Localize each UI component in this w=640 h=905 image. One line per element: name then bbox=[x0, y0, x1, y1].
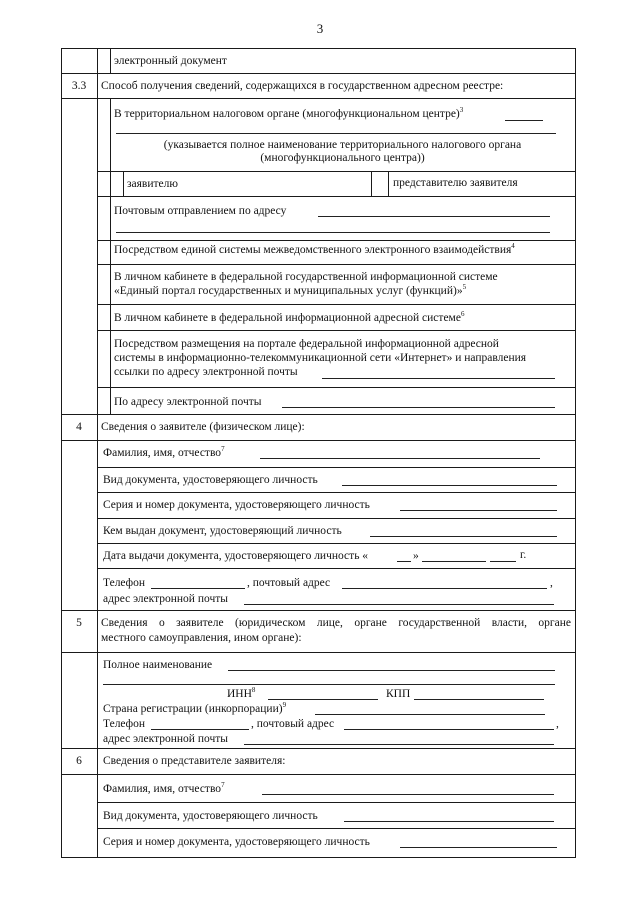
s5-phone-field[interactable] bbox=[151, 729, 249, 730]
s4-email-field[interactable] bbox=[244, 604, 554, 605]
s4-doc-number-field[interactable] bbox=[400, 510, 557, 511]
section-number-5: 5 bbox=[76, 617, 82, 629]
option-fias-portal-line1: Посредством размещения на портале федеральной информационной адресной bbox=[114, 338, 499, 350]
s4-post-address-field[interactable] bbox=[342, 588, 547, 589]
option-applicant: заявителю bbox=[127, 178, 178, 190]
tax-office-note-1: (указывается полное наименование территориального налогового органа bbox=[163, 139, 522, 151]
s6-fio-field[interactable] bbox=[262, 794, 554, 795]
s5-full-name-field-2[interactable] bbox=[103, 684, 555, 685]
s5-inn-field[interactable] bbox=[268, 699, 378, 700]
s4-issue-date-year-suffix: г. bbox=[520, 549, 527, 561]
s6-doc-number-label: Серия и номер документа, удостоверяющего личность bbox=[103, 836, 370, 848]
s5-comma: , bbox=[556, 718, 559, 730]
option-epgu-line1: В личном кабинете в федеральной государственной информационной системе bbox=[114, 271, 498, 283]
option-fias-cabinet: В личном кабинете в федеральной информационной адресной системе$^6$ bbox=[114, 310, 465, 324]
s5-email-label: адрес электронной почты bbox=[103, 733, 228, 745]
fias-email-field[interactable] bbox=[322, 378, 555, 379]
s4-issued-by-field[interactable] bbox=[370, 536, 557, 537]
s6-fio-label: Фамилия, имя, отчество$^7$ bbox=[103, 781, 225, 795]
s4-comma: , bbox=[550, 577, 553, 589]
s4-issue-year-field[interactable] bbox=[490, 561, 516, 562]
email-field[interactable] bbox=[282, 407, 555, 408]
section-3-3-title: Способ получения сведений, содержащихся в государственном адресном реестре: bbox=[101, 80, 504, 92]
s6-doc-type-label: Вид документа, удостоверяющего личность bbox=[103, 810, 318, 822]
option-email: По адресу электронной почты bbox=[114, 396, 262, 408]
section-6-title: Сведения о представителе заявителя: bbox=[103, 755, 286, 767]
s4-phone-label: Телефон bbox=[103, 577, 146, 589]
s5-phone-label: Телефон bbox=[103, 718, 146, 730]
s5-post-address-field[interactable] bbox=[344, 729, 554, 730]
section-5-title-line2: местного самоуправления, ином органе): bbox=[101, 632, 302, 644]
s5-post-address-label: , почтовый адрес bbox=[251, 718, 335, 730]
s4-fio-field[interactable] bbox=[260, 458, 540, 459]
s5-country-label: Страна регистрации (инкорпорации)$^9$ bbox=[103, 701, 287, 715]
s5-kpp-field[interactable] bbox=[414, 699, 544, 700]
s6-doc-type-field[interactable] bbox=[344, 821, 554, 822]
s4-doc-number-label: Серия и номер документа, удостоверяющего личность bbox=[103, 499, 370, 511]
s5-full-name-label: Полное наименование bbox=[103, 659, 213, 671]
s4-issue-day-field[interactable] bbox=[397, 561, 411, 562]
post-address-field-2[interactable] bbox=[116, 232, 550, 233]
option-smev: Посредством единой системы межведомственного электронного взаимодействия$^4$ bbox=[114, 242, 515, 256]
section-number-4: 4 bbox=[76, 421, 82, 433]
post-address-field[interactable] bbox=[318, 216, 550, 217]
option-epgu-line2: «Единый портал государственных и муниципальных услуг (функций)»$^5$ bbox=[114, 283, 467, 297]
s5-inn-label: ИНН$^8$ bbox=[227, 686, 256, 700]
tax-office-field[interactable] bbox=[505, 120, 543, 121]
s6-doc-number-field[interactable] bbox=[400, 847, 557, 848]
option-post: Почтовым отправлением по адресу bbox=[114, 205, 287, 217]
option-tax-office: В территориальном налоговом органе (многофункциональном центре)$^3$ bbox=[114, 106, 464, 120]
tax-office-note-2: (многофункционального центра)) bbox=[260, 152, 425, 164]
s4-issue-date-label: Дата выдачи документа, удостоверяющего личность « bbox=[103, 550, 369, 562]
s4-phone-field[interactable] bbox=[151, 588, 245, 589]
option-electronic-document: электронный документ bbox=[114, 55, 227, 67]
s5-email-field[interactable] bbox=[244, 744, 554, 745]
s4-doc-type-label: Вид документа, удостоверяющего личность bbox=[103, 474, 318, 486]
s5-full-name-field[interactable] bbox=[228, 670, 555, 671]
s4-email-label: адрес электронной почты bbox=[103, 593, 228, 605]
s4-fio-label: Фамилия, имя, отчество$^7$ bbox=[103, 445, 225, 459]
section-number-3-3: 3.3 bbox=[71, 80, 87, 92]
s4-issued-by-label: Кем выдан документ, удостоверяющий личность bbox=[103, 525, 342, 537]
section-number-6: 6 bbox=[76, 755, 82, 767]
page-number: 3 bbox=[316, 21, 324, 36]
s4-issue-month-field[interactable] bbox=[422, 561, 486, 562]
s4-doc-type-field[interactable] bbox=[342, 485, 557, 486]
option-fias-portal-line3: ссылки по адресу электронной почты bbox=[114, 366, 298, 378]
section-4-title: Сведения о заявителе (физическом лице): bbox=[101, 421, 305, 433]
tax-office-name-field[interactable] bbox=[116, 133, 556, 134]
s4-post-address-label: , почтовый адрес bbox=[247, 577, 331, 589]
section-5-title-line1: Сведения о заявителе (юридическом лице, органе государственной власти, органе bbox=[101, 617, 571, 629]
s5-kpp-label: КПП bbox=[386, 688, 411, 700]
s4-issue-date-quote: » bbox=[413, 550, 419, 562]
option-applicant-representative: представителю заявителя bbox=[393, 177, 518, 189]
option-fias-portal-line2: системы в информационно-телекоммуникационной сети «Интернет» и направления bbox=[114, 352, 527, 364]
s5-country-field[interactable] bbox=[315, 714, 545, 715]
